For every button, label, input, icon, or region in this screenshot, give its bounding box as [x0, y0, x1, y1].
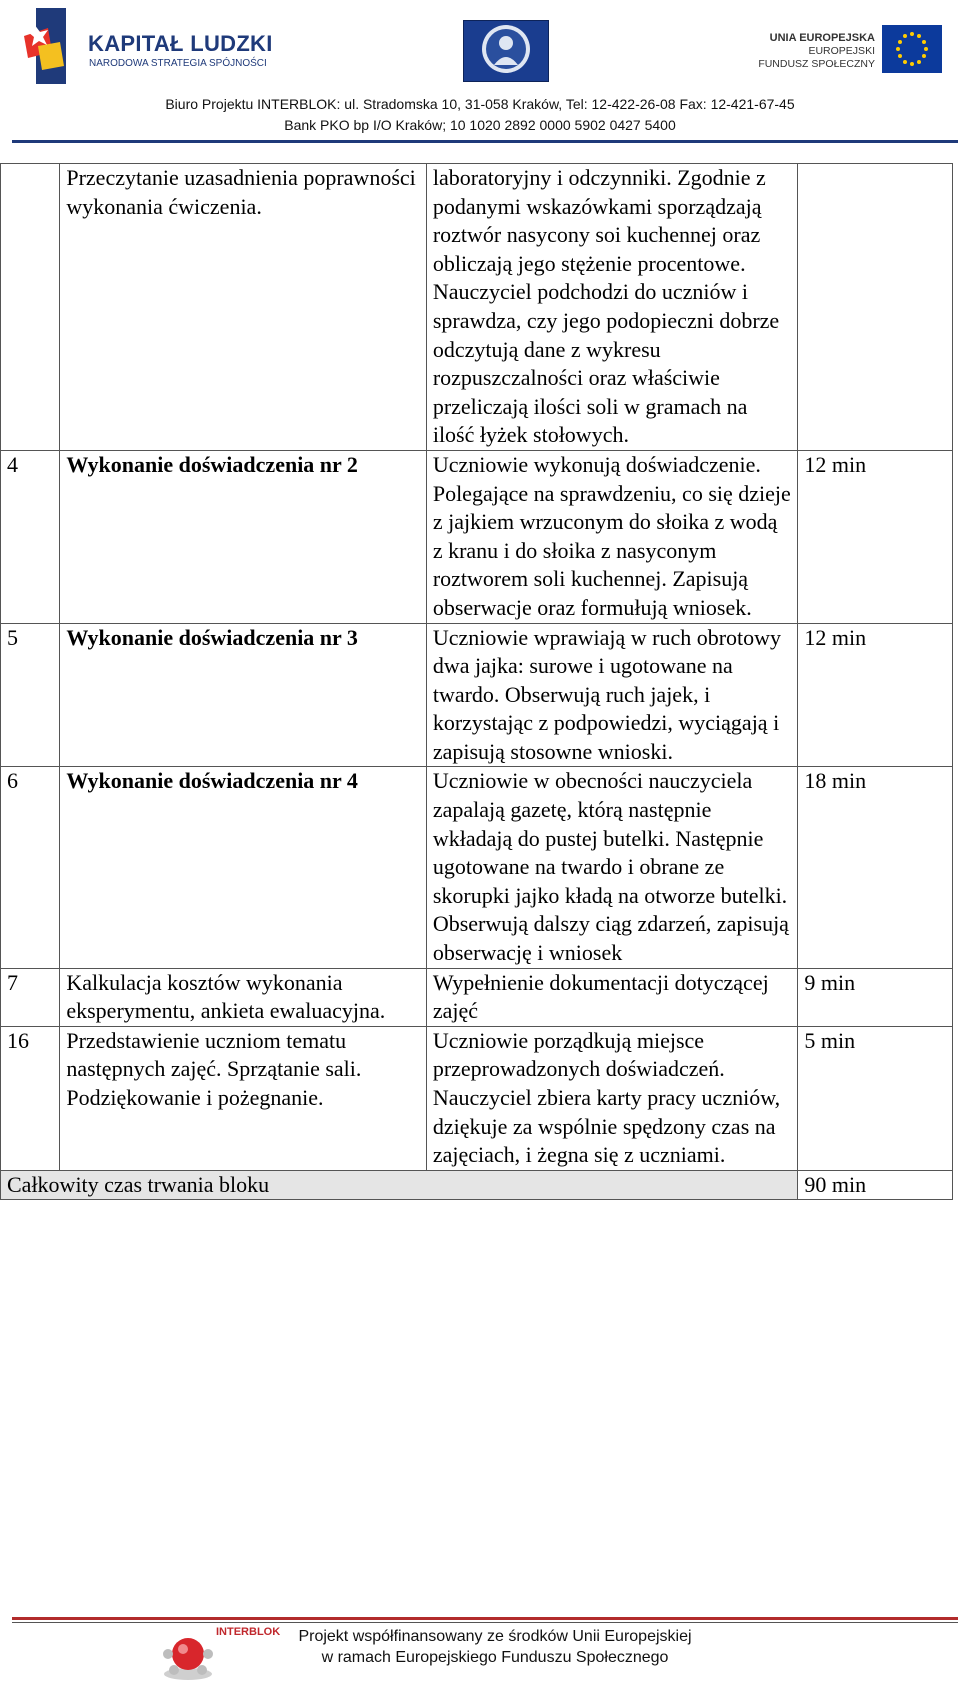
row-description: Uczniowie wprawiają w ruch obrotowy dwa jajka: surowe i ugotowane na twardo. Obserwują ruch jajek, i korzystając z podpowiedzi, wyciągają i zapisują stosowne wnioski. [426, 623, 798, 767]
kapital-ludzki-title: KAPITAŁ LUDZKI [88, 31, 273, 56]
lesson-plan-table [0, 163, 953, 1200]
row-stage: Wykonanie doświadczenia nr 3 [60, 623, 426, 767]
row-time: 12 min [798, 623, 953, 767]
eu-flag-icon [882, 25, 942, 73]
school-medallion-logo [463, 20, 549, 82]
row-stage: Wykonanie doświadczenia nr 2 [60, 450, 426, 623]
table-row [1, 767, 953, 968]
bank-account: Bank PKO bp I/O Kraków; 10 1020 2892 0000 5902 0427 5400 [284, 117, 676, 133]
row-number: 16 [1, 1026, 60, 1170]
row-stage: Przeczytanie uzasadnienia poprawności wykonania ćwiczenia. [60, 164, 426, 451]
row-number: 6 [1, 767, 60, 968]
eu-label-line1: UNIA EUROPEJSKA [769, 32, 875, 44]
row-number [1, 164, 60, 451]
kapital-ludzki-logo [18, 6, 308, 86]
row-stage: Kalkulacja kosztów wykonania eksperymentu, ankieta ewaluacyjna. [60, 968, 426, 1026]
table-row [1, 968, 953, 1026]
table-row [1, 450, 953, 623]
row-time [798, 164, 953, 451]
project-office-address: Biuro Projektu INTERBLOK: ul. Stradomska 10, 31-058 Kraków, Tel: 12-422-26-08 Fax: 12-421-67-45 [165, 96, 795, 112]
cofinancing-note [280, 1626, 710, 1668]
row-stage: Przedstawienie uczniom tematu następnych zajęć. Sprzątanie sali. Podziękowanie i pożegnanie. [60, 1026, 426, 1170]
page-header [0, 0, 960, 145]
cofinancing-line2: w ramach Europejskiego Funduszu Społecznego [321, 1649, 669, 1666]
row-stage: Wykonanie doświadczenia nr 4 [60, 767, 426, 968]
row-time: 9 min [798, 968, 953, 1026]
eu-label-line3: FUNDUSZ SPOŁECZNY [758, 58, 875, 70]
table-row [1, 1026, 953, 1170]
total-row [1, 1170, 953, 1200]
total-duration-label: Całkowity czas trwania bloku [1, 1170, 798, 1200]
cofinancing-line1: Projekt współfinansowany ze środków Unii Europejskiej [298, 1628, 692, 1645]
table-row [1, 164, 953, 451]
footer-divider-red [12, 1617, 958, 1620]
header-divider [12, 140, 958, 143]
row-number: 4 [1, 450, 60, 623]
table-row [1, 623, 953, 767]
row-description: Uczniowie wykonują doświadczenie. Polegające na sprawdzeniu, co się dzieje z jajkiem wrzuconym do słoika z wodą z kranu i do słoika z nasyconym roztworem soli kuchennej. Zapisują obserwacje oraz formułują wniosek. [426, 450, 798, 623]
kapital-ludzki-subtitle: NARODOWA STRATEGIA SPÓJNOŚCI [89, 58, 267, 69]
interblok-sphere-icon [160, 1624, 220, 1684]
interblok-logo [160, 1624, 290, 1684]
total-duration-value: 90 min [798, 1170, 953, 1200]
row-description: Uczniowie porządkują miejsce przeprowadzonych doświadczeń. Nauczyciel zbiera karty pracy uczniów, dziękuje za wspólnie spędzony czas na zajęciach, i żegna się z uczniami. [426, 1026, 798, 1170]
portrait-medallion-icon [464, 21, 548, 81]
footer-divider-gray [12, 1622, 958, 1623]
row-description: Uczniowie w obecności nauczyciela zapalają gazetę, którą następnie wkładają do pustej butelki. Następnie ugotowane na twardo i obrane ze skorupki jajko kładą na otworze butelki. Obserwują dalszy ciąg zdarzeń, zapisują obserwację i wniosek [426, 767, 798, 968]
row-time: 12 min [798, 450, 953, 623]
kapital-ludzki-emblem-icon [18, 6, 86, 86]
eu-label [730, 32, 875, 71]
row-description: Wypełnienie dokumentacji dotyczącej zajęć [426, 968, 798, 1026]
eu-label-line2: EUROPEJSKI [808, 45, 875, 57]
interblok-label: INTERBLOK [216, 1626, 281, 1638]
row-time: 5 min [798, 1026, 953, 1170]
row-description: laboratoryjny i odczynniki. Zgodnie z podanymi wskazówkami sporządzają roztwór nasycony soi kuchennej oraz obliczają jego stężenie procentowe. Nauczyciel podchodzi do uczniów i sprawdza, czy jego podopieczni dobrze odczytują dane z wykresu rozpuszczalności oraz właściwie przeliczają ilości soli w gramach na ilość łyżek stołowych. [426, 164, 798, 451]
row-time: 18 min [798, 767, 953, 968]
row-number: 7 [1, 968, 60, 1026]
row-number: 5 [1, 623, 60, 767]
